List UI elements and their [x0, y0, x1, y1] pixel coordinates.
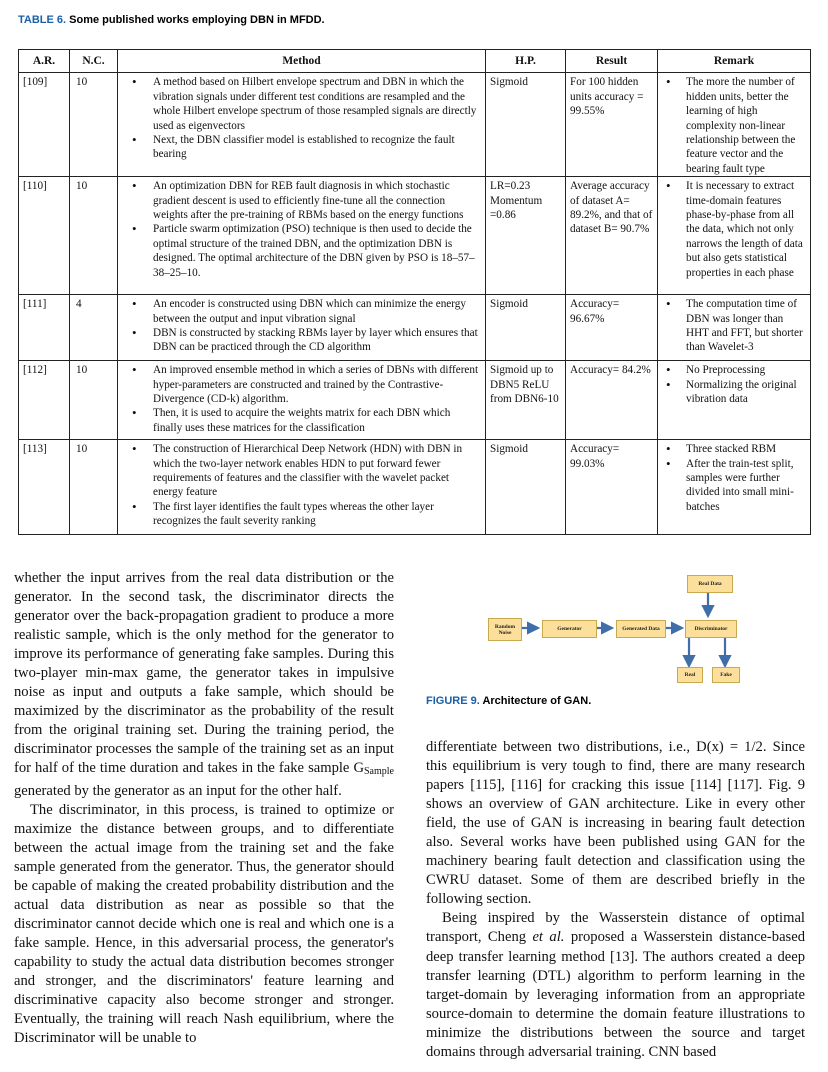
cell-hp: LR=0.23 Momentum =0.86: [486, 177, 566, 295]
method-bullet: • Then, it is used to acquire the weights matrix for each DBN which finally uses these matrices for the classification: [122, 406, 481, 435]
paragraph-text: whether the input arrives from the real data distribution or the generator. In the second task, the discriminator directs the generator over the back-propagation gradient to produce a more realistic sample, which is the only method for the generator to improve its performance of generating fake samples. During this two-player min-max game, the generator takes in impulsive noise as input and outputs a fake sample, which should be maximized by the discriminator as the probability of the result from the original training set. During the training period, the discriminator processes the sample of the training set as an input for half of the time duration and takes in the fake sample G: [14, 570, 394, 777]
cell-result: Accuracy= 96.67%: [566, 295, 658, 361]
remark-bullet: • Three stacked RBM: [662, 442, 806, 456]
table-header-row: [19, 50, 811, 73]
method-bullet: • An improved ensemble method in which a series of DBNs with different hyper-parameters are constructed and trained by the Contrastive-Divergence (CD-k) algorithm.: [122, 363, 481, 406]
cell-ar: [110]: [19, 177, 70, 295]
node-real-data: Real Data: [687, 575, 733, 593]
node-real: Real: [677, 667, 703, 683]
paragraph: [426, 909, 805, 1061]
table-caption-text: Some published works employing DBN in MFDD.: [69, 14, 325, 26]
remark-bullet: • No Preprocessing: [662, 363, 806, 377]
method-bullet: • An encoder is constructed using DBN which can minimize the energy between the output and input vibration signal: [122, 297, 481, 326]
method-bullet: • Next, the DBN classifier model is established to recognize the fault bearing: [122, 133, 481, 162]
table-row: [19, 440, 811, 535]
subscript: Sample: [364, 766, 394, 778]
cell-hp: Sigmoid: [486, 73, 566, 177]
cell-remark: [658, 295, 811, 361]
node-fake: Fake: [712, 667, 740, 683]
table-row: [19, 177, 811, 295]
cell-nc: [70, 73, 118, 177]
figure-label: FIGURE 9.: [426, 695, 480, 707]
paragraph-text: proposed a Wasserstein distance-based deep transfer learning method [13]. The authors created a deep transfer learning (DTL) algorithm to perform learning in the target-domain by leveraging information from an appropriate source-domain to determine the domain feature illustrations to minimize the distributions between the source and target domains through adversarial training. CNN based: [426, 929, 805, 1060]
table-caption: [18, 14, 325, 26]
method-bullet: • The first layer identifies the fault types whereas the other layer recognizes the fault severity ranking: [122, 500, 481, 529]
remark-bullet: • The more the number of hidden units, better the learning of high complexity non-linear relationship between the feature vector and the bearing fault type: [662, 75, 806, 176]
gan-architecture-figure: [480, 570, 770, 690]
node-generator: Generator: [542, 620, 597, 638]
cell-nc: [70, 440, 118, 535]
cell-hp: Sigmoid: [486, 440, 566, 535]
cell-remark: [658, 73, 811, 177]
cell-method: [118, 295, 486, 361]
cell-ar: [112]: [19, 361, 70, 440]
paragraph: [14, 569, 394, 801]
cell-result: Accuracy= 99.03%: [566, 440, 658, 535]
table-row: [19, 361, 811, 440]
cell-nc-value: 10: [76, 180, 88, 193]
cell-nc-value: 10: [76, 443, 88, 456]
table-label: TABLE 6.: [18, 14, 67, 26]
cell-result: Accuracy= 84.2%: [566, 361, 658, 440]
header-ar: A.R.: [19, 50, 70, 73]
cell-result: For 100 hidden units accuracy = 99.55%: [566, 73, 658, 177]
cell-hp: Sigmoid: [486, 295, 566, 361]
cell-nc-value: 4: [76, 298, 82, 311]
node-discriminator: Discriminator: [685, 620, 737, 638]
cell-ar: [113]: [19, 440, 70, 535]
cell-hp: Sigmoid up to DBN5 ReLU from DBN6-10: [486, 361, 566, 440]
method-bullet: • An optimization DBN for REB fault diagnosis in which stochastic gradient descent is used to efficiently fine-tune all the connection weights after the pre-training of RBMs based on the energy functions: [122, 179, 481, 222]
cell-nc: [70, 295, 118, 361]
paragraph-text: generated by the generator as an input for the other half.: [14, 782, 342, 799]
figure-caption-text: Architecture of GAN.: [482, 695, 592, 707]
remark-bullet: • It is necessary to extract time-domain features phase-by-phase from all the data, which not only narrows the length of data but also gets statistical properties in each phase: [662, 179, 806, 280]
cell-method: [118, 361, 486, 440]
header-remark: Remark: [658, 50, 811, 73]
cell-nc-value: 10: [76, 364, 88, 377]
header-result: Result: [566, 50, 658, 73]
method-bullet: • A method based on Hilbert envelope spectrum and DBN in which the vibration signals under different test conditions are resampled and the whole Hilbert envelope spectrum of those resampled signals are directly used as eigenvectors: [122, 75, 481, 133]
right-column-text: [426, 738, 805, 1062]
cell-remark: [658, 361, 811, 440]
cell-nc-value: 10: [76, 76, 88, 89]
emphasis: et al.: [532, 929, 565, 946]
method-bullet: • The construction of Hierarchical Deep Network (HDN) with DBN in which the two-layer network enables HDN to put forward fewer requirements of features and the classifier with the wavelet packet energy feature: [122, 442, 481, 500]
paragraph: differentiate between two distributions, i.e., D(x) = 1/2. Since this equilibrium is very tough to find, there are many research papers [115], [116] for cracking this issue [114] [117]. Fig. 9 shows an overview of GAN architecture. Like in every other field, the use of GAN is increasing in bearing fault detection also. Several works have been published using GAN for the machinery bearing fault detection and classification using the CWRU dataset. Some of them are described briefly in the following section.: [426, 739, 805, 908]
cell-method: [118, 177, 486, 295]
node-random-noise: Random Noise: [488, 618, 522, 641]
method-bullet: • DBN is constructed by stacking RBMs layer by layer which ensures that DBN can be practiced through the CD algorithm: [122, 326, 481, 355]
cell-method: [118, 440, 486, 535]
table-row: [19, 295, 811, 361]
left-column-text: [14, 569, 394, 1048]
remark-bullet: • Normalizing the original vibration data: [662, 378, 806, 407]
cell-nc: [70, 361, 118, 440]
table-row: [19, 73, 811, 177]
cell-nc: [70, 177, 118, 295]
cell-remark: [658, 440, 811, 535]
cell-ar: [109]: [19, 73, 70, 177]
header-hp: H.P.: [486, 50, 566, 73]
cell-remark: [658, 177, 811, 295]
paragraph-text: Being inspired by the Wasserstein distance of optimal transport, Cheng: [426, 910, 805, 946]
paragraph: The discriminator, in this process, is trained to optimize or maximize the distance between groups, and to differentiate between the actual image from the training set and the fake sample generated from the generator. Thus, the generator should be capable of making the created probability distribution and the actual data distribution as near as possible so that the discriminator cannot decide which one is real and which one is a fake sample. Hence, in this adversarial process, the generator's capability to study the actual data distribution becomes stronger and stronger, and the discriminators' feature learning and discriminative capacity also become stronger and stronger. Eventually, the training will reach Nash equilibrium, where the Discriminator will be unable to: [14, 801, 394, 1047]
dbn-works-table: [18, 49, 811, 535]
remark-bullet: • After the train-test split, samples were further divided into small mini-batches: [662, 457, 806, 515]
remark-bullet: • The computation time of DBN was longer than HHT and FFT, but shorter than Wavelet-3: [662, 297, 806, 355]
method-bullet: • Particle swarm optimization (PSO) technique is then used to decide the optimal structure of the trained DBN, and the optimization DBN is designed. The optimal architecture of the DBN given by PSO is 18–57–38–25–10.: [122, 222, 481, 280]
cell-method: [118, 73, 486, 177]
header-nc: N.C.: [70, 50, 118, 73]
figure-caption: [426, 695, 591, 707]
cell-result: Average accuracy of dataset A= 89.2%, and that of dataset B= 90.7%: [566, 177, 658, 295]
cell-ar: [111]: [19, 295, 70, 361]
node-generated-data: Generated Data: [616, 620, 666, 638]
header-method: Method: [118, 50, 486, 73]
